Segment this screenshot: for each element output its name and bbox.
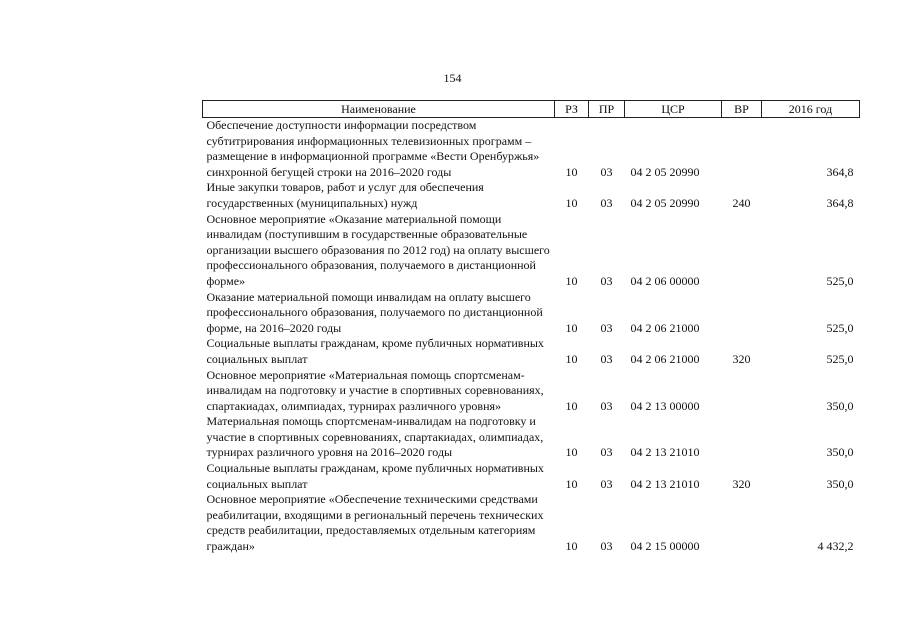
row-rz: 10 <box>565 195 578 210</box>
header-rz: РЗ <box>555 101 589 118</box>
header-name: Наименование <box>203 101 555 118</box>
row-pr: 03 <box>600 539 613 554</box>
row-name: Основное мероприятие «Обеспечение техническими средствами реабилитации, входящими в региональный перечень технических средств реабилитации, предоставляемых отдельным категориям граждан» <box>206 492 544 554</box>
row-rz: 10 <box>565 164 578 179</box>
table-header <box>203 101 860 118</box>
row-name: Социальные выплаты гражданам, кроме публичных нормативных социальных выплат <box>206 461 544 491</box>
header-vr: ВР <box>722 101 762 118</box>
row-amount: 525,0 <box>826 320 854 335</box>
row-vr <box>722 492 762 554</box>
table-row <box>203 290 860 337</box>
row-name: Материальная помощь спортсменам-инвалидам на подготовку и участие в спортивных соревнованиях, спартакиадах, олимпиадах, турнирах различного уровня на 2016–2020 годы <box>206 414 544 460</box>
row-name: Социальные выплаты гражданам, кроме публичных нормативных социальных выплат <box>206 336 544 366</box>
row-amount: 350,0 <box>826 476 854 491</box>
row-amount: 525,0 <box>826 273 854 288</box>
row-name: Оказание материальной помощи инвалидам на оплату высшего профессионального образования, получаемого по дистанционной форме, на 2016–2020 годы <box>206 289 543 335</box>
table-row <box>203 336 860 367</box>
budget-table <box>202 100 860 555</box>
row-vr <box>722 290 762 337</box>
header-pr: ПР <box>589 101 625 118</box>
row-rz: 10 <box>565 476 578 491</box>
row-csr: 04 2 06 21000 <box>630 351 700 366</box>
header-csr: ЦСР <box>625 101 722 118</box>
row-csr: 04 2 05 20990 <box>630 164 700 179</box>
row-amount: 525,0 <box>826 351 854 366</box>
row-csr: 04 2 06 00000 <box>630 273 700 288</box>
row-vr <box>722 118 762 181</box>
row-rz: 10 <box>565 351 578 366</box>
row-vr: 320 <box>732 351 751 366</box>
header-year: 2016 год <box>762 101 860 118</box>
row-csr: 04 2 05 20990 <box>630 195 700 210</box>
row-csr: 04 2 13 21010 <box>630 445 700 460</box>
row-name: Основное мероприятие «Материальная помощь спортсменам-инвалидам на подготовку и участие в спортивных соревнованиях, спартакиадах, олимпиадах, турнирах различного уровня» <box>206 367 544 413</box>
row-vr: 240 <box>732 195 751 210</box>
table-row <box>203 212 860 290</box>
row-vr <box>722 212 762 290</box>
row-vr <box>722 414 762 461</box>
table-row <box>203 461 860 492</box>
row-pr: 03 <box>600 273 613 288</box>
row-rz: 10 <box>565 273 578 288</box>
row-pr: 03 <box>600 445 613 460</box>
row-vr <box>722 368 762 415</box>
row-pr: 03 <box>600 476 613 491</box>
row-pr: 03 <box>600 398 613 413</box>
row-rz: 10 <box>565 320 578 335</box>
row-amount: 364,8 <box>826 195 854 210</box>
row-amount: 4 432,2 <box>817 539 854 554</box>
row-name: Иные закупки товаров, работ и услуг для обеспечения государственных (муниципальных) нужд <box>206 180 484 210</box>
row-amount: 364,8 <box>826 164 854 179</box>
row-vr: 320 <box>732 476 751 491</box>
table-row <box>203 118 860 181</box>
row-pr: 03 <box>600 195 613 210</box>
table-body <box>203 118 860 555</box>
row-name: Основное мероприятие «Оказание материальной помощи инвалидам (поступившим в государственные образовательные организации высшего образования по 2012 год) на оплату высшего профессионального образования, получаемого в дистанционной форме» <box>206 211 550 288</box>
table-row <box>203 180 860 211</box>
row-amount: 350,0 <box>826 398 854 413</box>
table-row <box>203 492 860 554</box>
row-rz: 10 <box>565 445 578 460</box>
row-amount: 350,0 <box>826 445 854 460</box>
row-pr: 03 <box>600 351 613 366</box>
row-pr: 03 <box>600 164 613 179</box>
page-number: 154 <box>443 71 462 85</box>
row-csr: 04 2 06 21000 <box>630 320 700 335</box>
row-name: Обеспечение доступности информации посредством субтитрирования информационных телевизионных программ – размещение в информационной программе «Вести Оренбуржья» синхронной бегущей строки на 2016–2020 годы <box>206 118 540 179</box>
row-pr: 03 <box>600 320 613 335</box>
row-csr: 04 2 13 21010 <box>630 476 700 491</box>
row-rz: 10 <box>565 398 578 413</box>
table-row <box>203 414 860 461</box>
row-csr: 04 2 15 00000 <box>630 539 700 554</box>
table-row <box>203 368 860 415</box>
row-csr: 04 2 13 00000 <box>630 398 700 413</box>
row-rz: 10 <box>565 539 578 554</box>
